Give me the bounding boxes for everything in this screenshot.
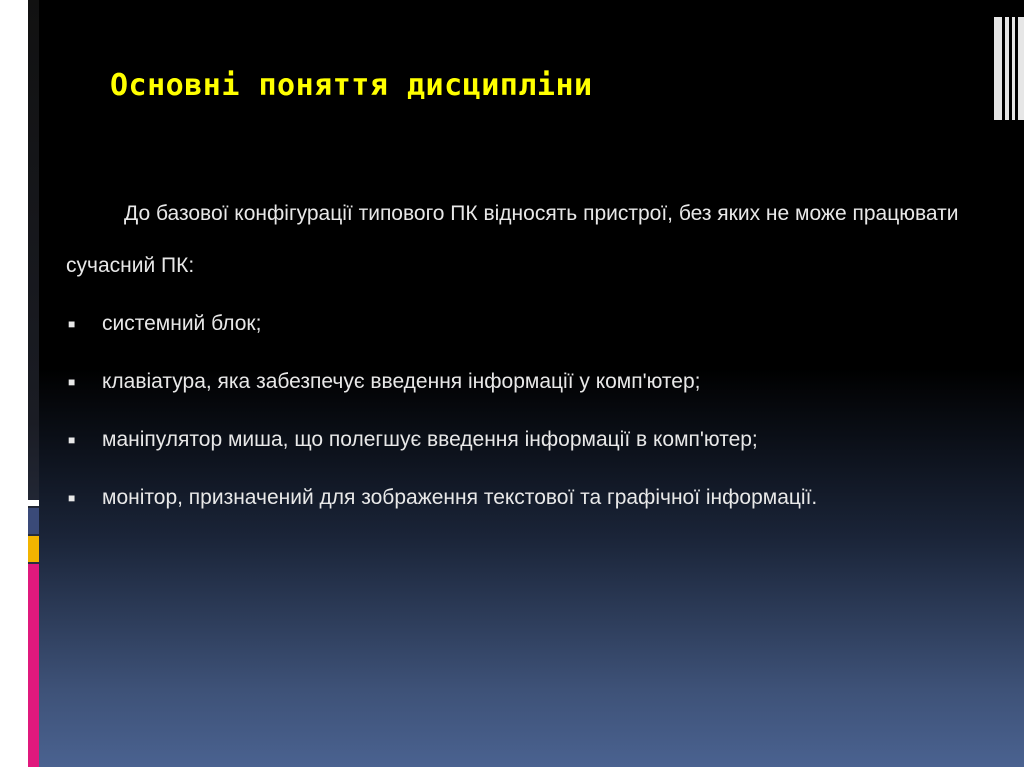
decorative-stripe [994, 17, 1002, 120]
decorative-stripe [1018, 17, 1024, 120]
slide-title: Основні поняття дисципліни [110, 68, 593, 103]
square-bullet-icon: ■ [68, 491, 76, 505]
left-margin [0, 0, 28, 767]
square-bullet-icon: ■ [68, 375, 76, 389]
decorative-stripe [1012, 17, 1015, 120]
list-item-text: клавіатура, яка забезпечує введення інформації у комп'ютер; [102, 370, 701, 393]
decorative-accents-left [28, 500, 39, 767]
accent-block [28, 536, 39, 562]
accent-block [28, 500, 39, 506]
bullet-list [66, 298, 982, 524]
decorative-stripe [1005, 17, 1009, 120]
list-item [66, 356, 982, 408]
list-item [66, 414, 982, 466]
square-bullet-icon: ■ [68, 433, 76, 447]
decorative-stripes-right [994, 17, 1024, 120]
square-bullet-icon: ■ [68, 317, 76, 331]
list-item-text: маніпулятор миша, що полегшує введення інформації в комп'ютер; [102, 428, 758, 451]
intro-paragraph: До базової конфігурації типового ПК відносять пристрої, без яких не може працювати сучасний ПК: [66, 202, 959, 277]
list-item-text: монітор, призначений для зображення текстової та графічної інформації. [102, 486, 818, 509]
accent-block [28, 508, 39, 534]
slide-body [66, 188, 982, 524]
accent-block [28, 564, 39, 767]
list-item-text: системний блок; [102, 312, 262, 335]
list-item [66, 298, 982, 350]
list-item [66, 472, 982, 524]
